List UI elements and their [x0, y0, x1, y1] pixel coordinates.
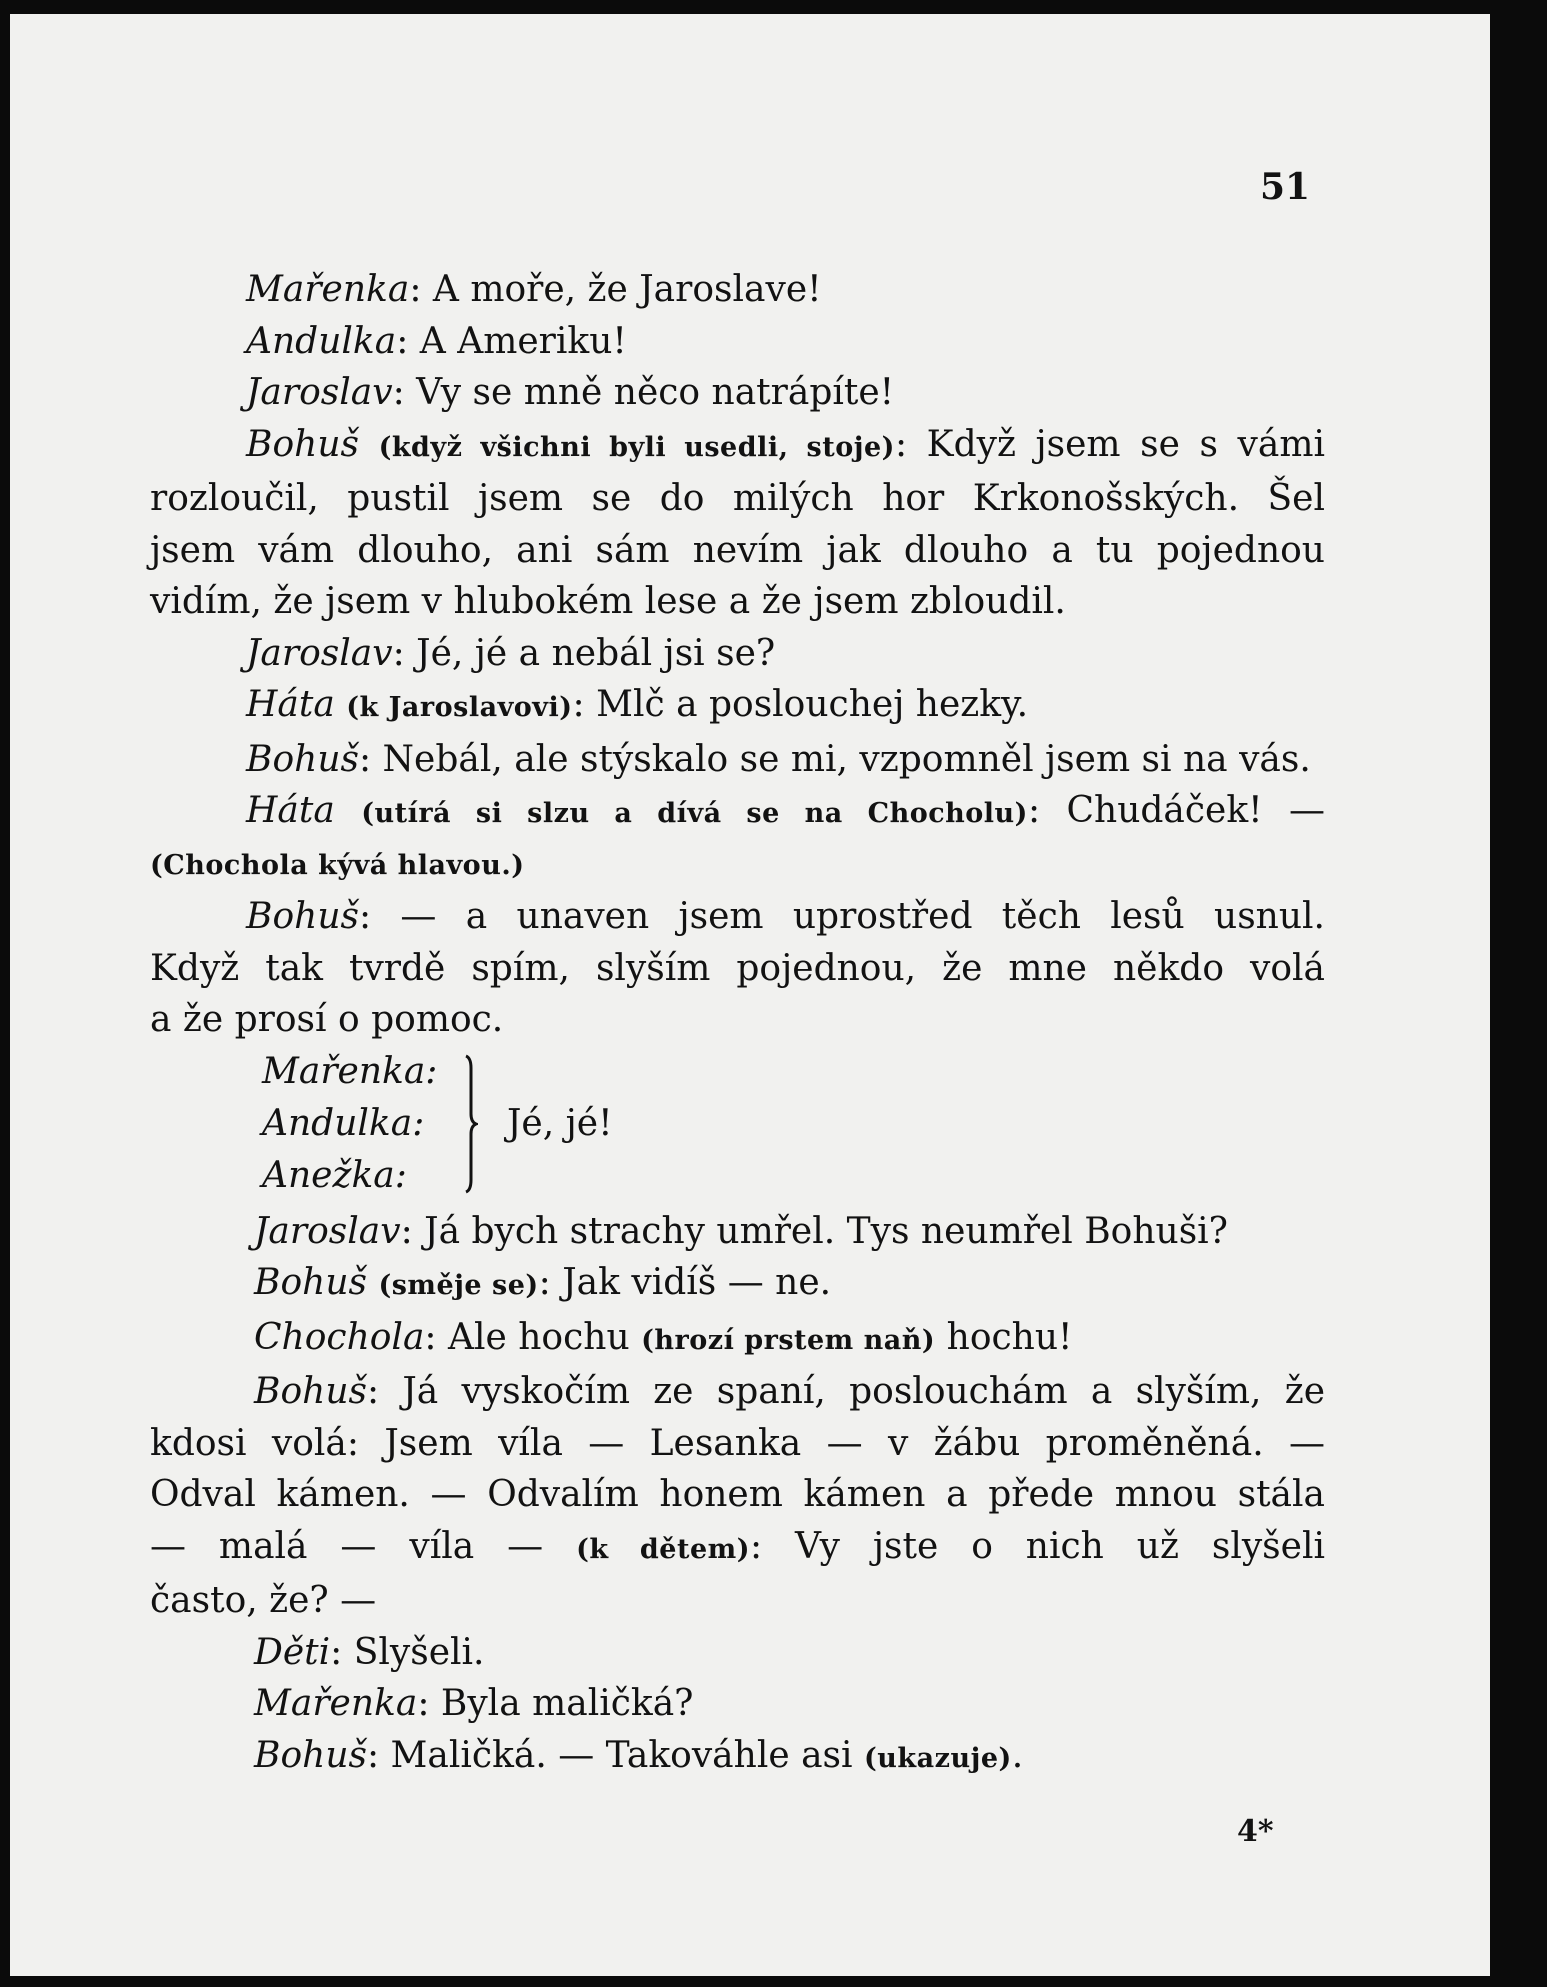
spoken-text: : Nebál, ale stýskalo se mi, vzpomněl jsem si na vás.	[358, 738, 1311, 780]
dialogue-line	[150, 1678, 1325, 1730]
spoken-text: : Vy jste o nich už slyšeli	[749, 1525, 1325, 1567]
spoken-text: : A moře, že Jaroslave!	[409, 269, 822, 310]
dialogue-line	[150, 1206, 1325, 1258]
spoken-text: — malá — víla —	[150, 1525, 577, 1567]
text-line: rozloučil, pustil jsem se do milých hor Krkonošských. Šel	[150, 478, 1325, 519]
spoken-text: hochu!	[935, 1316, 1073, 1358]
stage-direction: (ukazuje)	[864, 1742, 1012, 1774]
speaker-name: Mařenka	[246, 269, 410, 310]
dialogue-text	[150, 264, 1325, 1784]
spoken-text: : A Ameriku!	[396, 320, 627, 362]
speaker-name: Bohuš	[246, 738, 359, 780]
text-line: Odval kámen. — Odvalím honem kámen a přede mnou stála	[150, 1474, 1325, 1515]
text-line: kdosi volá: Jsem víla — Lesanka — v žábu proměněná. —	[150, 1422, 1325, 1464]
group-response: Jé, jé!	[507, 1102, 613, 1144]
dialogue-line	[150, 1730, 1325, 1785]
speaker-name: Háta	[246, 684, 335, 725]
spoken-text: : Maličká. — Takováhle asi	[366, 1734, 853, 1776]
dialogue-line	[150, 734, 1325, 786]
spoken-text: : Byla maličká?	[417, 1683, 694, 1724]
speaker-name: Jaroslav	[246, 372, 393, 413]
dialogue-line	[150, 628, 1325, 680]
spoken-text: : Jak vidíš — ne.	[538, 1262, 832, 1303]
spoken-text: : Vy se mně něco natrápíte!	[392, 372, 895, 413]
spoken-text: : Když jsem se s vámi	[894, 423, 1325, 465]
speaker-name: Jaroslav	[254, 1210, 401, 1252]
stage-direction: (k dětem)	[576, 1533, 750, 1565]
speaker-name: Bohuš	[254, 1734, 367, 1776]
brace-icon	[464, 1054, 478, 1194]
speaker-name: Andulka:	[262, 1102, 425, 1144]
dialogue-paragraph	[150, 785, 1325, 891]
text-line: Když tak tvrdě spím, slyším pojednou, že mne někdo volá	[150, 947, 1325, 989]
dialogue-line	[150, 891, 1325, 943]
spoken-text: : Slyšeli.	[330, 1631, 485, 1673]
dialogue-line	[150, 1257, 1325, 1312]
dialogue-line	[150, 785, 1325, 840]
speaker-name: Háta	[246, 790, 335, 831]
dialogue-line	[150, 1366, 1325, 1418]
speaker-name: Anežka:	[262, 1154, 407, 1196]
spoken-text: .	[1011, 1734, 1024, 1776]
spoken-text: : Já vyskočím ze spaní, poslouchám a slyším, že	[366, 1371, 1325, 1412]
stage-direction: (hrozí prstem naň)	[641, 1324, 936, 1356]
group-speakers	[262, 1046, 437, 1202]
stage-direction: (směje se)	[378, 1270, 539, 1301]
text-line: často, že? —	[150, 1580, 377, 1621]
text-line: a že prosí o pomoc.	[150, 999, 504, 1040]
spoken-text: : Mlč a poslouchej hezky.	[572, 684, 1029, 725]
text-line: jsem vám dlouho, ani sám nevím jak dlouho a tu pojednou	[150, 529, 1325, 571]
stage-direction: (Chochola kývá hlavou.)	[150, 849, 525, 881]
stage-direction: (k Jaroslavovi)	[346, 692, 573, 723]
signature-mark: 4*	[1237, 1814, 1274, 1849]
book-page	[10, 14, 1490, 1976]
spoken-text: : Ale hochu	[424, 1316, 630, 1358]
speaker-name: Bohuš	[254, 1262, 367, 1303]
speaker-name: Bohuš	[254, 1371, 367, 1412]
dialogue-line	[150, 316, 1325, 368]
dialogue-paragraph	[150, 419, 1325, 628]
speaker-name: Děti	[254, 1631, 331, 1673]
text-line	[150, 1521, 1325, 1576]
dialogue-line	[150, 264, 1325, 316]
stage-direction: (utírá si slzu a dívá se na Chocholu)	[361, 798, 1028, 829]
speaker-name: Jaroslav	[246, 632, 393, 674]
dialogue-line	[150, 1312, 1325, 1367]
spoken-text: : Chudáček! —	[1027, 790, 1326, 831]
page-number: 51	[1260, 166, 1311, 208]
dialogue-line	[150, 367, 1325, 419]
spoken-text: : Jé, jé a nebál jsi se?	[392, 632, 776, 674]
spoken-text: : Já bych strachy umřel. Tys neumřel Bohuši?	[400, 1210, 1228, 1252]
speaker-name: Mařenka:	[262, 1050, 438, 1092]
dialogue-line	[150, 1627, 1325, 1679]
spoken-text: : — a unaven jsem uprostřed těch lesů usnul.	[358, 896, 1325, 937]
dialogue-line	[150, 419, 1325, 474]
speaker-name: Mařenka	[254, 1683, 418, 1724]
stage-direction: (když všichni byli usedli, stoje)	[378, 431, 895, 463]
dialogue-paragraph	[150, 1366, 1325, 1627]
dialogue-paragraph	[150, 891, 1325, 1046]
speaker-name: Andulka	[246, 320, 397, 362]
speaker-name: Bohuš	[246, 896, 359, 937]
speaker-name: Chochola	[254, 1316, 425, 1358]
text-line: vidím, že jsem v hlubokém lese a že jsem zbloudil.	[150, 581, 1066, 622]
speaker-name: Bohuš	[246, 423, 359, 465]
dialogue-line	[150, 679, 1325, 734]
group-reply	[150, 1046, 1325, 1206]
